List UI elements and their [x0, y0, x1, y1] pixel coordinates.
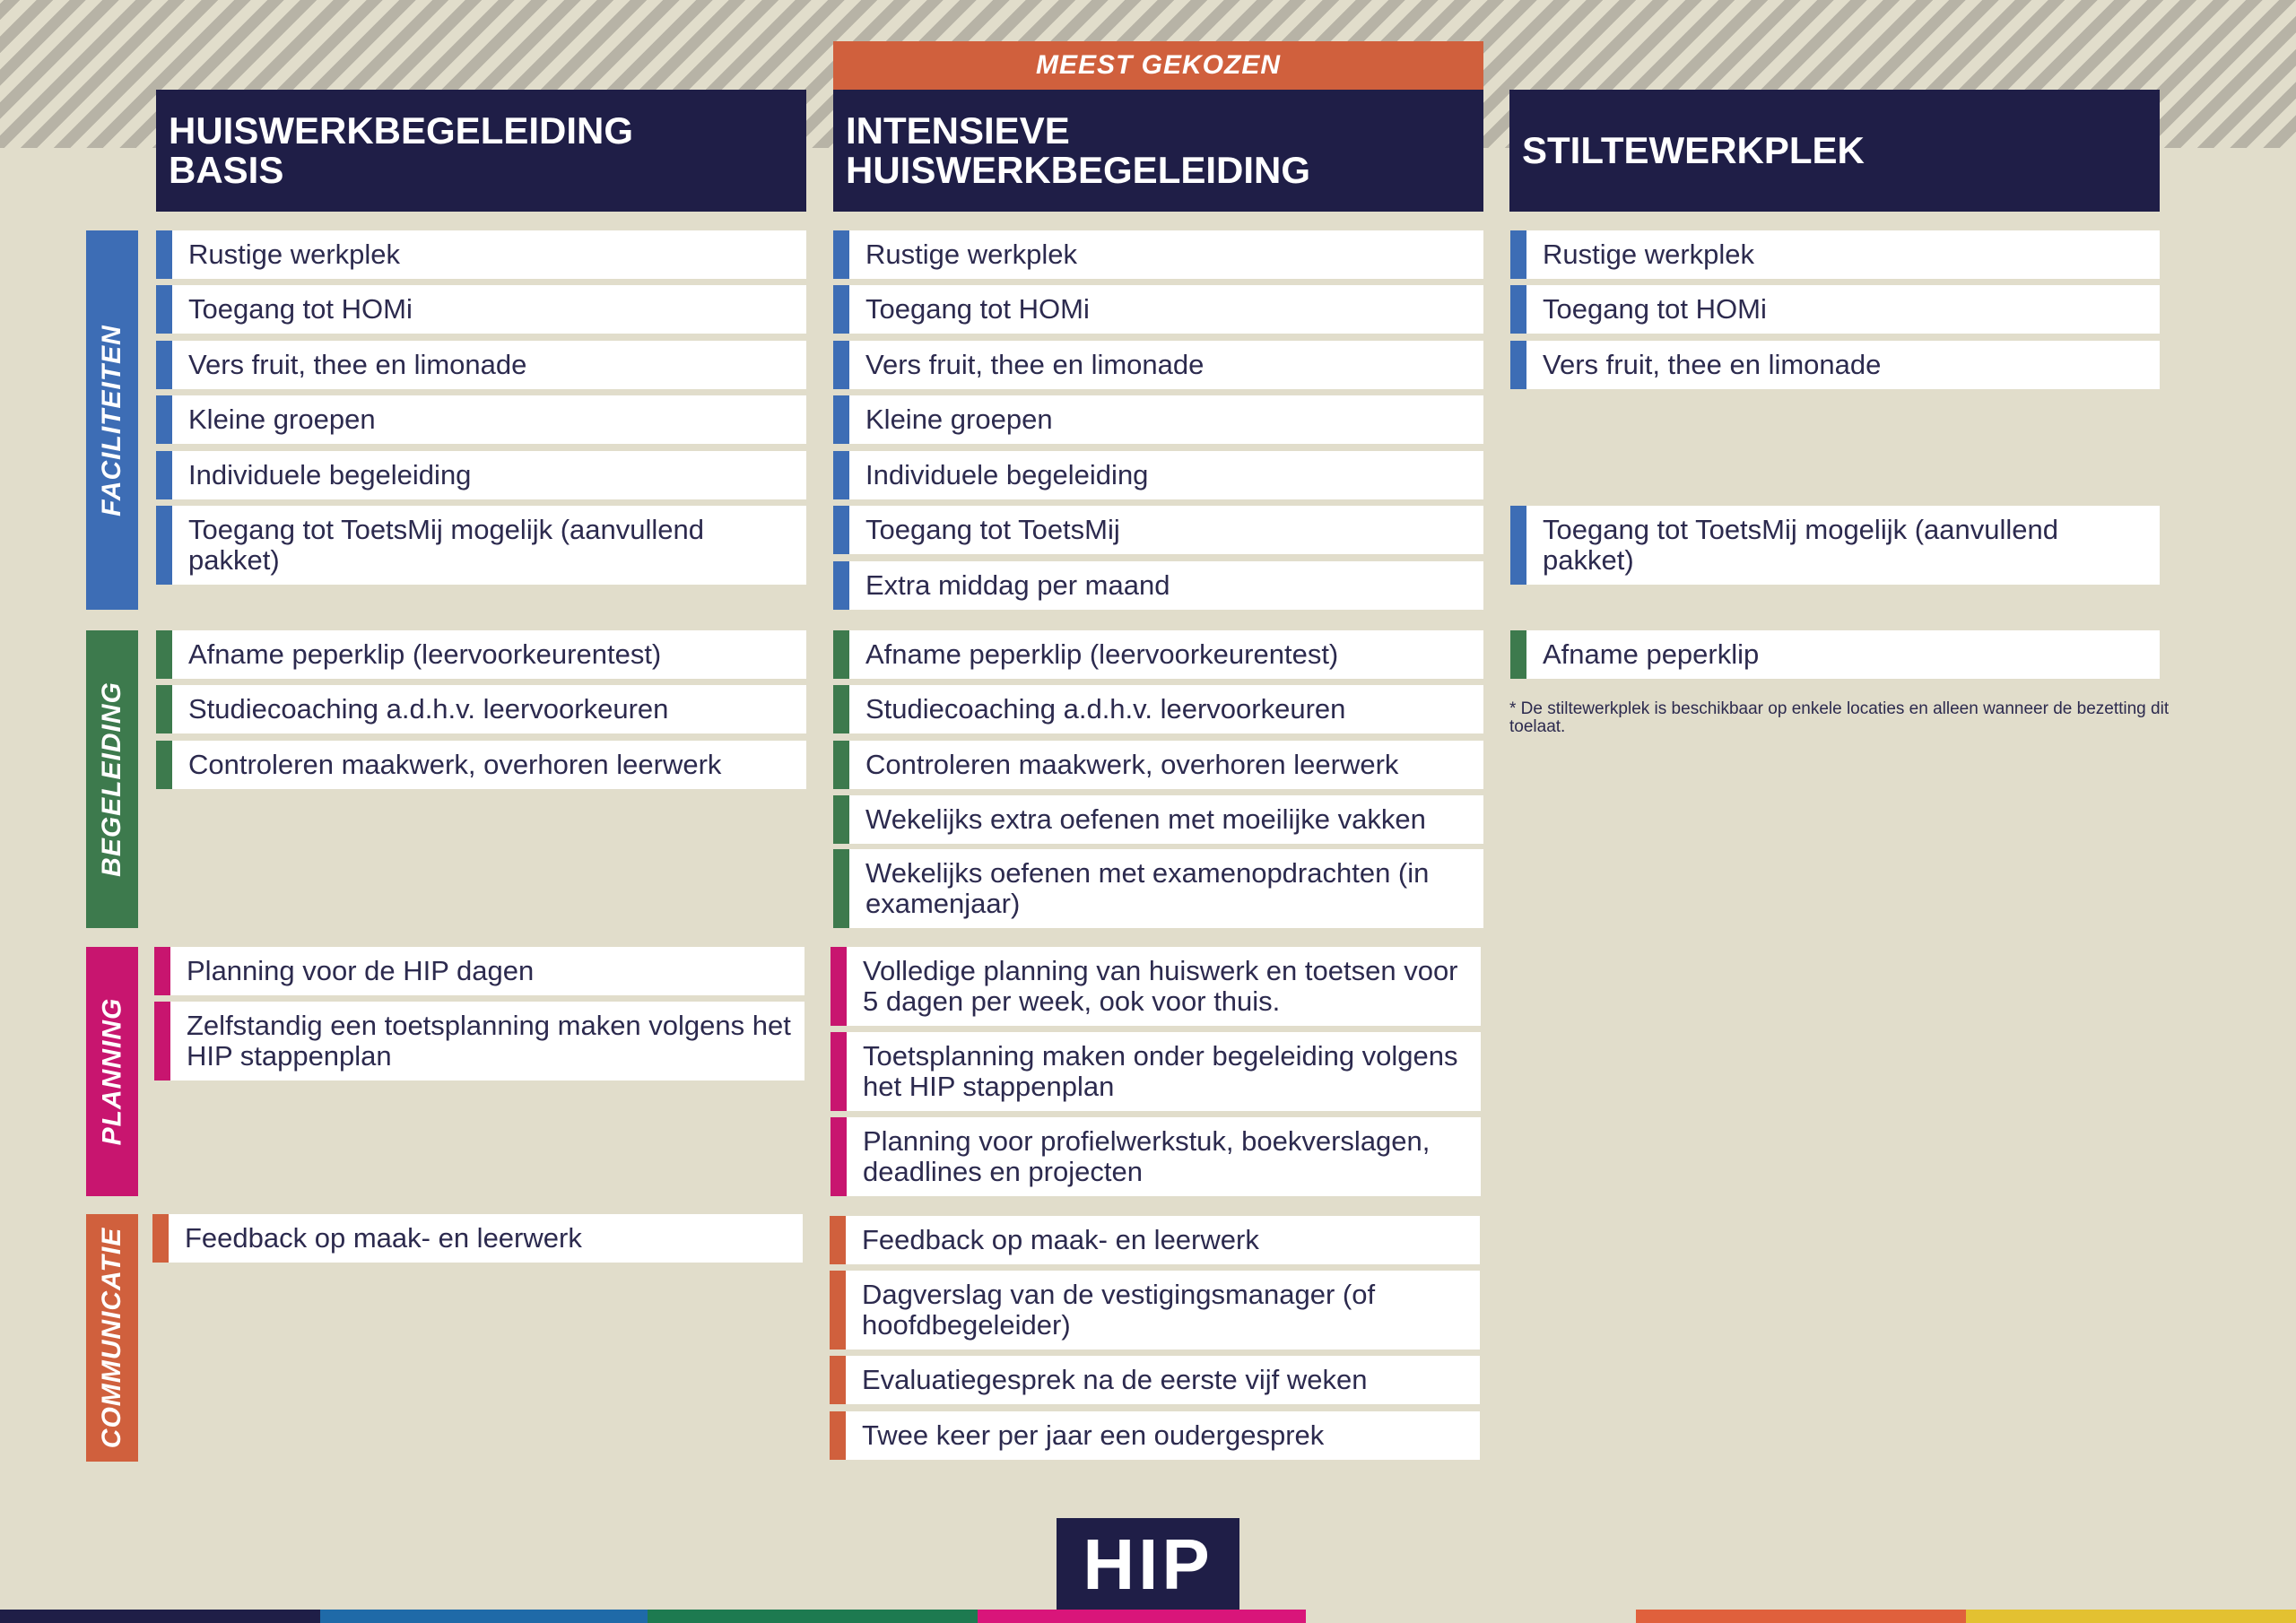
feature-row: Planning voor profielwerkstuk, boekverslagen, deadlines en projecten [831, 1117, 1481, 1196]
feature-row: Vers fruit, thee en limonade [156, 341, 806, 389]
feature-row: Volledige planning van huiswerk en toetsen voor 5 dagen per week, ook voor thuis. [831, 947, 1481, 1026]
feature-row: Zelfstandig een toetsplanning maken volgens het HIP stappenplan [154, 1002, 804, 1081]
feature-row: Kleine groepen [833, 395, 1483, 444]
feature-row: Vers fruit, thee en limonade [833, 341, 1483, 389]
bottom-bar-segment [978, 1610, 1306, 1623]
bottom-bar-segment [1636, 1610, 1966, 1623]
feature-row: Feedback op maak- en leerwerk [152, 1214, 803, 1263]
feature-row: Afname peperklip [1510, 630, 2160, 679]
most-chosen-badge: MEEST GEKOZEN [833, 41, 1483, 90]
feature-row: Individuele begeleiding [156, 451, 806, 499]
feature-row: Toegang tot HOMi [156, 285, 806, 334]
feature-row: Toegang tot ToetsMij mogelijk (aanvullend pakket) [156, 506, 806, 585]
feature-row: Individuele begeleiding [833, 451, 1483, 499]
feature-row: Extra middag per maand [833, 561, 1483, 610]
feature-row: Rustige werkplek [833, 230, 1483, 279]
column-header-basis: HUISWERKBEGELEIDING BASIS [156, 90, 806, 212]
column-header-stilte: STILTEWERKPLEK [1509, 90, 2160, 212]
feature-row: Toegang tot HOMi [1510, 285, 2160, 334]
feature-row: Vers fruit, thee en limonade [1510, 341, 2160, 389]
feature-row: Kleine groepen [156, 395, 806, 444]
feature-row: Studiecoaching a.d.h.v. leervoorkeuren [156, 685, 806, 733]
feature-row: Wekelijks oefenen met examenopdrachten (in examenjaar) [833, 849, 1483, 928]
feature-row: Controleren maakwerk, overhoren leerwerk [833, 741, 1483, 789]
hip-logo: HIP [1057, 1518, 1239, 1610]
bottom-bar-segment [320, 1610, 648, 1623]
section-label-faciliteiten: FACILITEITEN [86, 230, 138, 610]
feature-row: Wekelijks extra oefenen met moeilijke vakken [833, 795, 1483, 844]
feature-row: Toegang tot HOMi [833, 285, 1483, 334]
feature-row: Toegang tot ToetsMij mogelijk (aanvullend pakket) [1510, 506, 2160, 585]
section-label-begeleiding: BEGELEIDING [86, 630, 138, 928]
column-header-intensief: INTENSIEVE HUISWERKBEGELEIDING [833, 90, 1483, 212]
feature-row: Afname peperklip (leervoorkeurentest) [156, 630, 806, 679]
feature-row: Feedback op maak- en leerwerk [830, 1216, 1480, 1264]
section-label-communicatie: COMMUNICATIE [86, 1214, 138, 1462]
feature-row: Toegang tot ToetsMij [833, 506, 1483, 554]
feature-row: Twee keer per jaar een oudergesprek [830, 1411, 1480, 1460]
section-label-planning: PLANNING [86, 947, 138, 1196]
feature-row: Dagverslag van de vestigingsmanager (of hoofdbegeleider) [830, 1271, 1480, 1350]
feature-row: Controleren maakwerk, overhoren leerwerk [156, 741, 806, 789]
feature-row: Rustige werkplek [156, 230, 806, 279]
feature-row: Afname peperklip (leervoorkeurentest) [833, 630, 1483, 679]
bottom-bar-segment [1966, 1610, 2296, 1623]
feature-row: Evaluatiegesprek na de eerste vijf weken [830, 1356, 1480, 1404]
bottom-bar-segment [648, 1610, 978, 1623]
feature-row: Toetsplanning maken onder begeleiding volgens het HIP stappenplan [831, 1032, 1481, 1111]
bottom-bar-segment [0, 1610, 320, 1623]
feature-row: Studiecoaching a.d.h.v. leervoorkeuren [833, 685, 1483, 733]
feature-row: Rustige werkplek [1510, 230, 2160, 279]
footnote: * De stiltewerkplek is beschikbaar op enkele locaties en alleen wanneer de bezetting dit toelaat. [1509, 699, 2170, 736]
feature-row: Planning voor de HIP dagen [154, 947, 804, 995]
